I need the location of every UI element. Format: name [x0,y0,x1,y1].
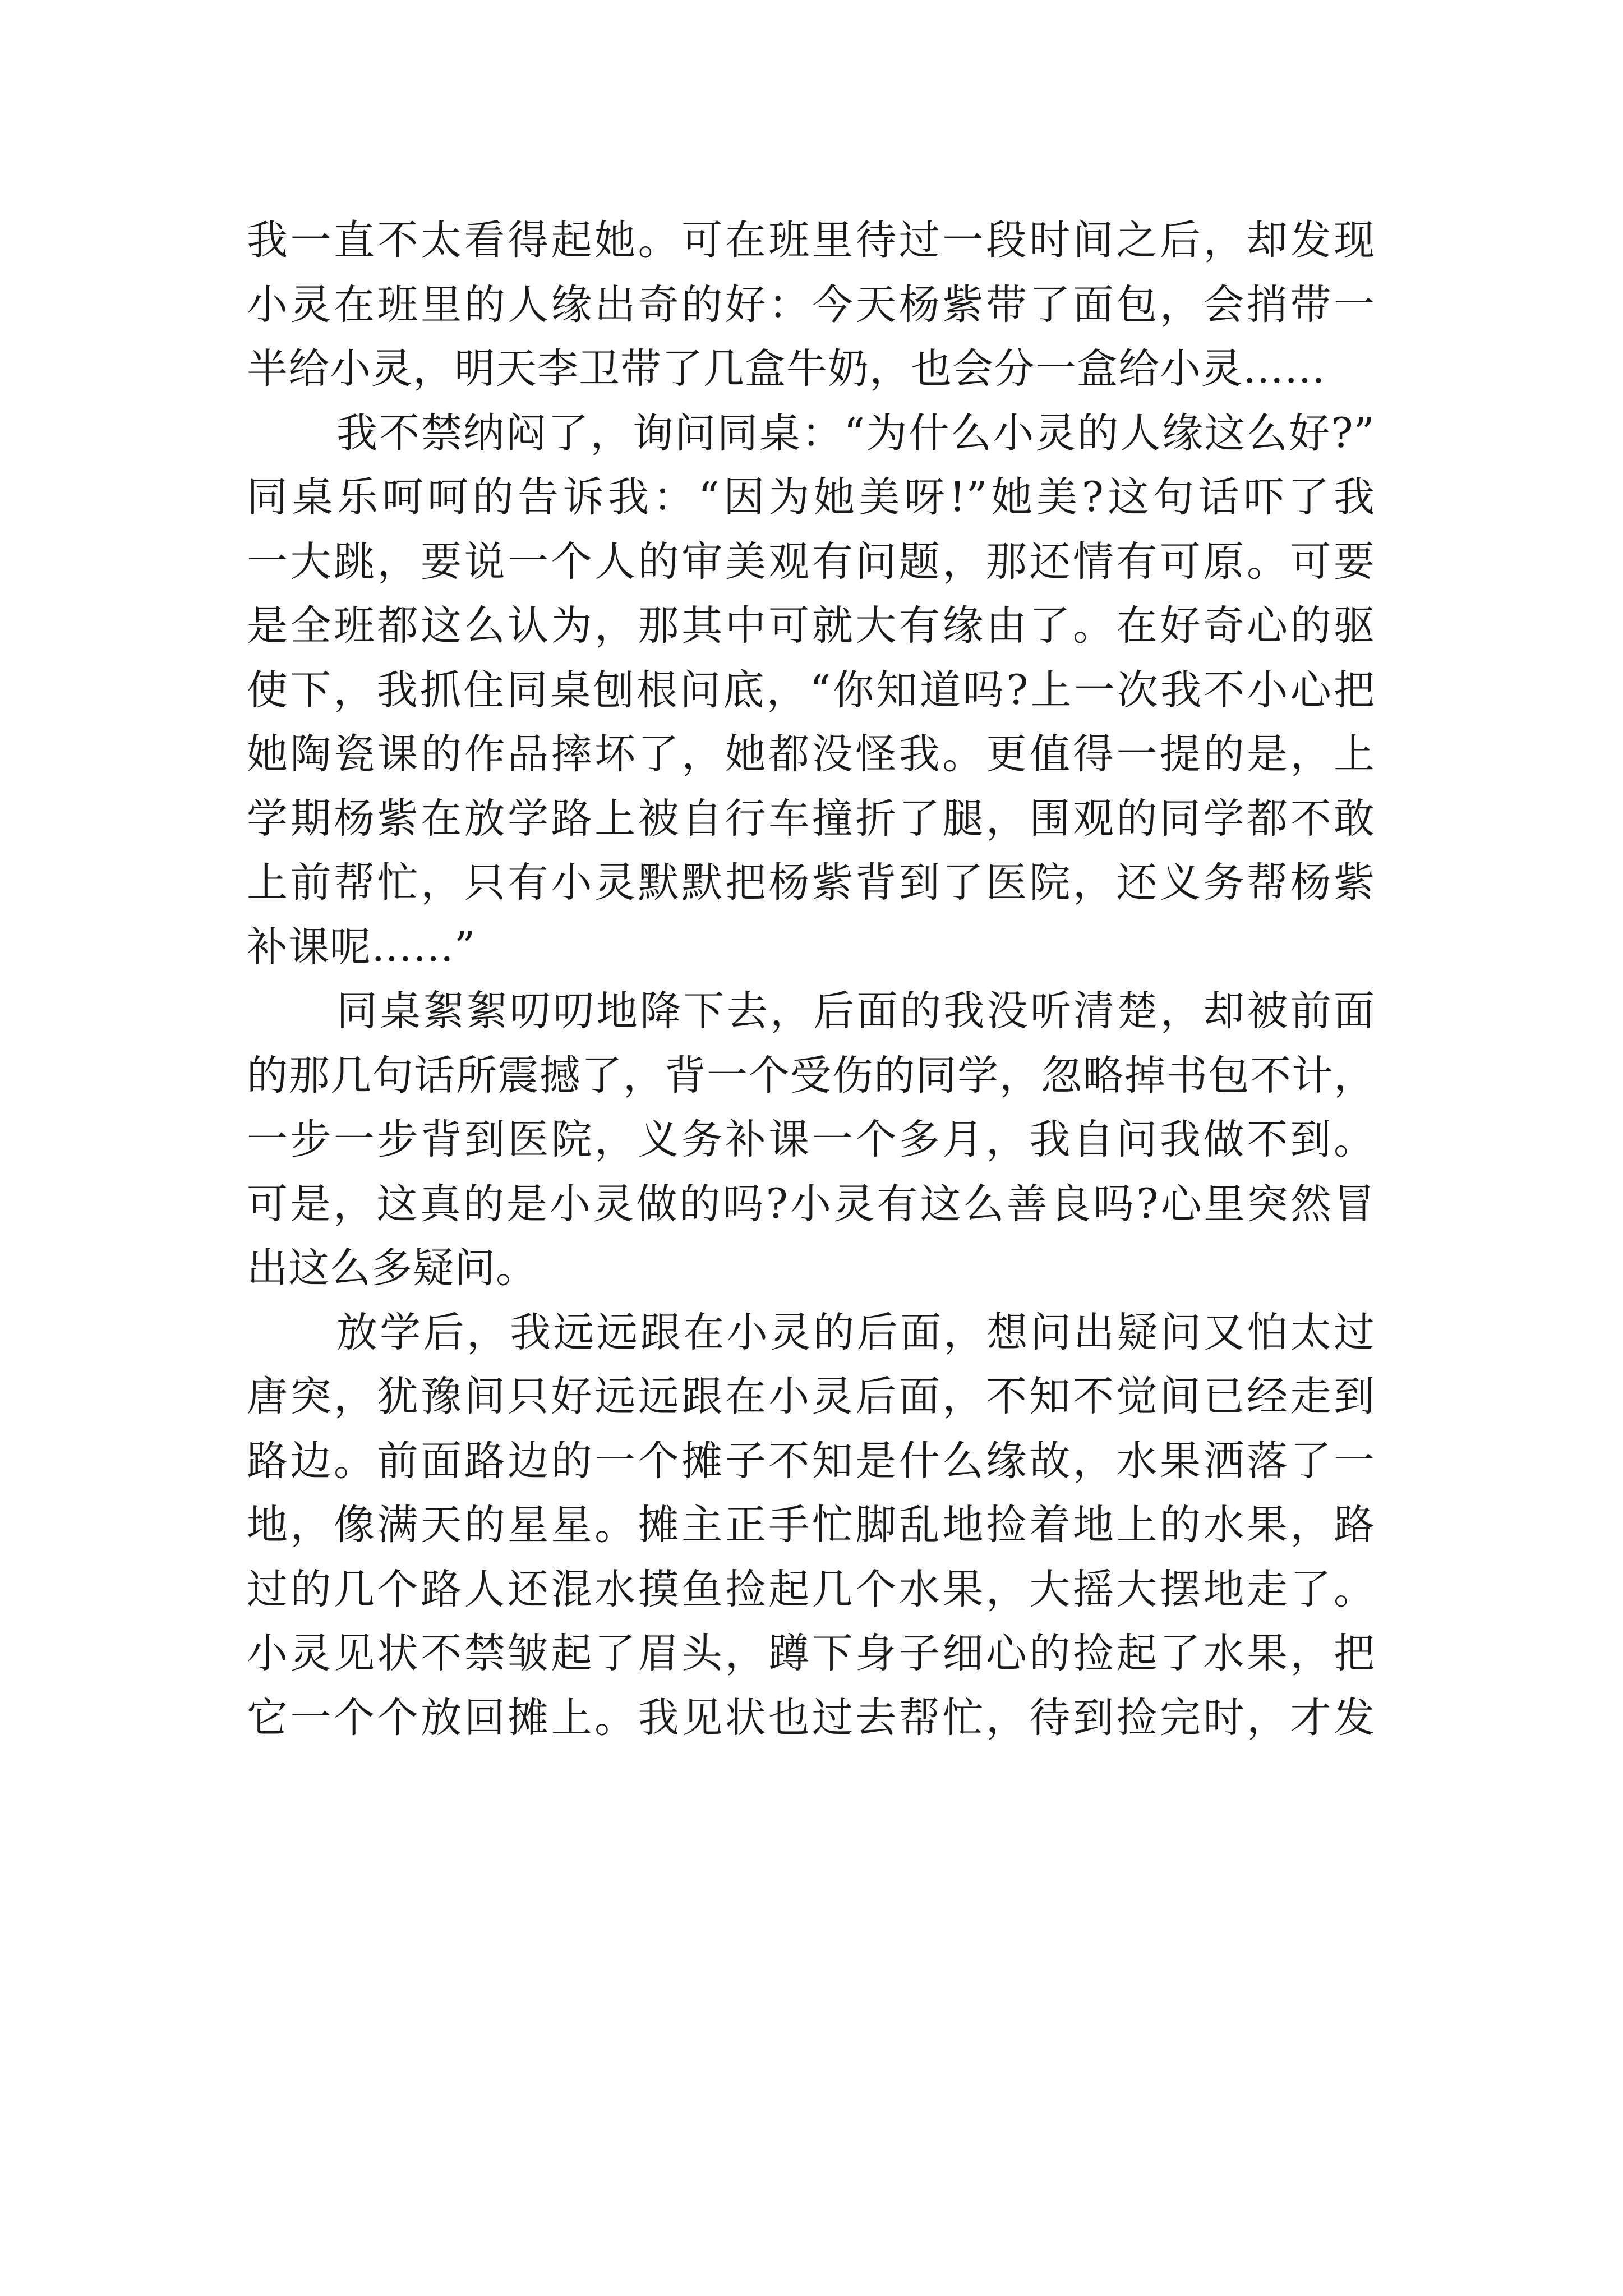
text-line: 地，像满天的星星。摊主正手忙脚乱地捡着地上的水果，路 [247,1501,1375,1549]
paragraph [247,1301,1375,1751]
text-line: 过的几个路人还混水摸鱼捡起几个水果，大摇大摆地走了。 [247,1565,1375,1613]
text-line: 她陶瓷课的作品摔坏了，她都没怪我。更值得一提的是，上 [247,730,1375,778]
text-line: 我一直不太看得起她。可在班里待过一段时间之后，却发现 [247,217,1375,264]
text-line: 一步一步背到医院，义务补课一个多月，我自问我做不到。 [247,1116,1375,1163]
text-line: 使下，我抓住同桌刨根问底，“你知道吗?上一次我不小心把 [247,666,1375,714]
text-line: 上前帮忙，只有小灵默默把杨紫背到了医院，还义务帮杨紫 [247,859,1375,907]
text-line: 可是，这真的是小灵做的吗?小灵有这么善良吗?心里突然冒 [247,1180,1375,1228]
text-line: 同桌絮絮叨叨地降下去，后面的我没听清楚，却被前面 [336,987,1375,1035]
text-line: 的那几句话所震撼了，背一个受伤的同学，忽略掉书包不计， [247,1051,1375,1099]
text-line: 放学后，我远远跟在小灵的后面，想问出疑问又怕太过 [336,1308,1375,1356]
text-line: 同桌乐呵呵的告诉我：“因为她美呀!”她美?这句话吓了我 [247,473,1375,521]
text-line: 小灵见状不禁皱起了眉头，蹲下身子细心的捡起了水果，把 [247,1630,1375,1677]
text-line: 它一个个放回摊上。我见状也过去帮忙，待到捡完时，才发 [247,1694,1375,1742]
text-line: 半给小灵，明天李卫带了几盒牛奶，也会分一盒给小灵…… [247,345,1326,393]
text-line: 一大跳，要说一个人的审美观有问题，那还情有可原。可要 [247,537,1375,586]
document-body [247,209,1375,1750]
paragraph [247,402,1375,980]
text-line: 我不禁纳闷了，询问同桌：“为什么小灵的人缘这么好?” [336,409,1375,457]
text-line: 补课呢……” [247,923,476,971]
paragraph [247,209,1375,402]
text-line: 出这么多疑问。 [247,1244,537,1292]
text-line: 是全班都这么认为，那其中可就大有缘由了。在好奇心的驱 [247,602,1375,650]
text-line: 小灵在班里的人缘出奇的好：今天杨紫带了面包，会捎带一 [247,280,1375,329]
text-line: 学期杨紫在放学路上被自行车撞折了腿，围观的同学都不敢 [247,794,1375,843]
paragraph [247,979,1375,1301]
text-line: 唐突，犹豫间只好远远跟在小灵后面，不知不觉间已经走到 [247,1373,1375,1420]
text-line: 路边。前面路边的一个摊子不知是什么缘故，水果洒落了一 [247,1437,1375,1485]
